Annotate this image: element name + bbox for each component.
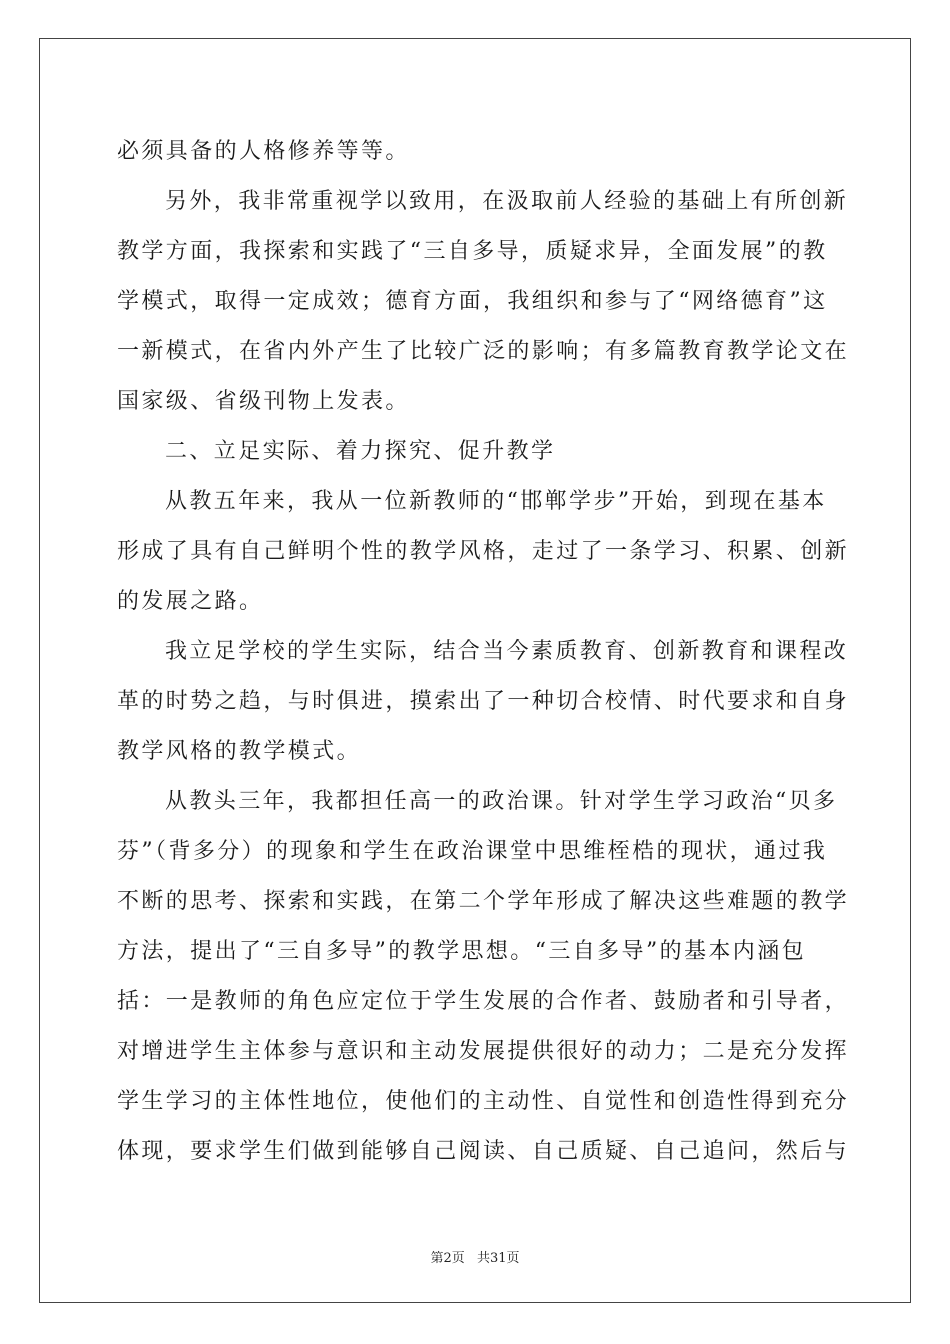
text-line: 不断的思考、探索和实践，在第二个学年形成了解决这些难题的教学 xyxy=(117,889,850,914)
text-line: 教学方面，我探索和实践了“三自多导，质疑求异，全面发展”的教 xyxy=(117,239,828,264)
document-body xyxy=(117,127,850,1177)
text-line: 必须具备的人格修养等等。 xyxy=(117,139,410,164)
text-line: 教学风格的教学模式。 xyxy=(117,739,362,764)
text-line: 方法，提出了“三自多导”的教学思想。“三自多导”的基本内涵包 xyxy=(117,939,806,964)
page-total: 共31页 xyxy=(476,1251,520,1266)
text-line: 的发展之路。 xyxy=(117,589,264,614)
text-line: 括：一是教师的角色应定位于学生发展的合作者、鼓励者和引导者， xyxy=(117,989,850,1014)
text-line: 芬”（背多分）的现象和学生在政治课堂中思维桎梏的现状，通过我 xyxy=(117,839,828,864)
text-line: 国家级、省级刊物上发表。 xyxy=(117,389,410,414)
page-footer xyxy=(0,1247,950,1266)
paragraph-start: 从教五年来，我从一位新教师的“邯郸学步”开始，到现在基本 xyxy=(165,489,827,514)
text-line: 体现，要求学生们做到能够自己阅读、自己质疑、自己追问，然后与 xyxy=(117,1139,850,1164)
text-line: 对增进学生主体参与意识和主动发展提供很好的动力；二是充分发挥 xyxy=(117,1039,850,1064)
paragraph-start: 另外，我非常重视学以致用，在汲取前人经验的基础上有所创新 xyxy=(165,189,849,214)
text-line: 形成了具有自己鲜明个性的教学风格，走过了一条学习、积累、创新 xyxy=(117,539,850,564)
text-line: 一新模式，在省内外产生了比较广泛的影响；有多篇教育教学论文在 xyxy=(117,339,850,364)
text-line: 学模式，取得一定成效；德育方面，我组织和参与了“网络德育”这 xyxy=(117,289,828,314)
section-heading: 二、立足实际、着力探究、促升教学 xyxy=(165,439,556,464)
text-line: 学生学习的主体性地位，使他们的主动性、自觉性和创造性得到充分 xyxy=(117,1089,850,1114)
paragraph-start: 从教头三年，我都担任高一的政治课。针对学生学习政治“贝多 xyxy=(165,789,838,814)
text-line: 革的时势之趋，与时俱进，摸索出了一种切合校情、时代要求和自身 xyxy=(117,689,850,714)
page-number: 第2页 xyxy=(430,1251,465,1266)
paragraph-start: 我立足学校的学生实际，结合当今素质教育、创新教育和课程改 xyxy=(165,639,849,664)
